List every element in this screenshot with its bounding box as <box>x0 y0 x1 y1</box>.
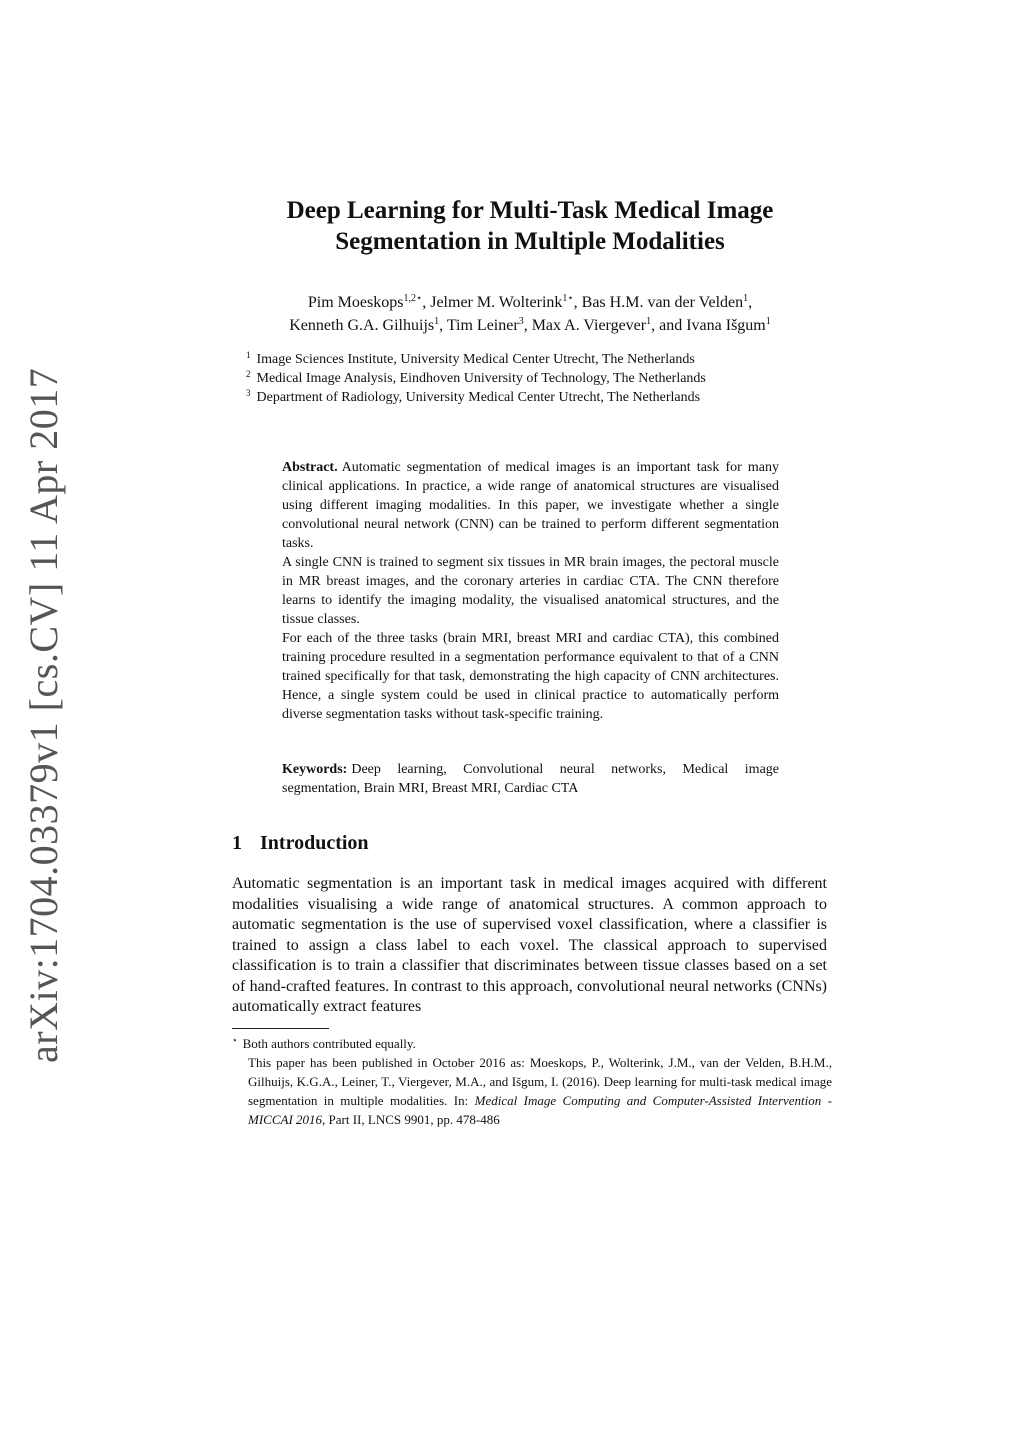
footnote <box>232 1034 832 1129</box>
abstract-paragraph: Abstract. Automatic segmentation of medical images is an important task for many clinical applications. In practice, a wide range of anatomical structures are visualised using different imaging modalities. In this paper, we investigate whether a single convolutional neural network (CNN) can be trained to perform different segmentation tasks. <box>282 460 779 551</box>
keywords <box>282 760 779 798</box>
author: Jelmer M. Wolterink$^{1⋆}$, <box>430 293 582 311</box>
footnote-first-line: ⋆ Both authors contributed equally. <box>232 1035 416 1051</box>
section-number: 1 <box>232 832 242 854</box>
abstract-paragraph: A single CNN is trained to segment six tissues in MR brain images, the pectoral muscle in MR breast images, and the coronary arteries in cardiac CTA. The CNN therefore learns to identify the imaging modality, the visualised anatomical structures, and the tissue classes. <box>282 555 779 627</box>
footnote-venue: Medical Image Computing and Computer-Assisted Intervention - MICCAI 2016, <box>248 1093 833 1127</box>
section-heading <box>232 832 369 855</box>
footnote-body: This paper has been published in October 2016 as: Moeskops, P., Wolterink, J.M., van der Velden, B.H.M., Gilhuijs, K.G.A., Leiner, T., Viergever, M.A., and Išgum, I. (2016). Deep learning for multi-task medical image segmentation in multiple modalities. In: Medical Image Computing and Computer-Assisted Intervention - MICCAI 2016, Part II, LNCS 9901, pp. 478-486 <box>248 1055 833 1127</box>
keywords-label: Keywords: <box>282 762 348 777</box>
author: Max A. Viergever$^1$, and <box>531 316 687 334</box>
title-line-1: Deep Learning for Multi-Task Medical Image <box>286 197 774 224</box>
arxiv-identifier: arXiv:1704.03379v1 [cs.CV] 11 Apr 2017 <box>21 367 66 1063</box>
author: Bas H.M. van der Velden$^1$, <box>581 293 753 311</box>
affiliation: $^1$ Image Sciences Institute, University Medical Center Utrecht, The Netherlands <box>246 350 695 367</box>
author: Tim Leiner$^3$, <box>446 316 532 334</box>
footnote-divider <box>232 1028 329 1029</box>
section-title: Introduction <box>260 832 369 854</box>
author: Pim Moeskops$^{1,2⋆}$, <box>307 293 431 311</box>
affiliation: $^2$ Medical Image Analysis, Eindhoven University of Technology, The Netherlands <box>246 369 706 386</box>
author: Ivana Išgum$^1$ <box>686 316 771 334</box>
author: Kenneth G.A. Gilhuijs$^1$, <box>289 316 447 334</box>
title-line-2: Segmentation in Multiple Modalities <box>335 228 725 255</box>
author-list <box>200 291 860 337</box>
abstract <box>282 458 779 724</box>
affiliation-list <box>246 350 846 407</box>
abstract-label: Abstract. <box>282 460 338 475</box>
paper-title <box>180 195 880 257</box>
abstract-paragraph: For each of the three tasks (brain MRI, breast MRI and cardiac CTA), this combined training procedure resulted in a segmentation performance equivalent to that of a CNN trained specifically for that task, demonstrating the high capacity of CNN architectures. Hence, a single system could be used in clinical practice to automatically perform diverse segmentation tasks without task-specific training. <box>282 631 779 722</box>
keywords-text: Deep learning, Convolutional neural networks, Medical image segmentation, Brain MRI, Breast MRI, Cardiac CTA <box>282 762 779 796</box>
affiliation: $^3$ Department of Radiology, University Medical Center Utrecht, The Netherlands <box>246 388 701 405</box>
intro-paragraph: Automatic segmentation is an important task in medical images acquired with different modalities visualising a wide range of anatomical structures. A common approach to automatic segmentation is the use of supervised voxel classification, where a classifier is trained to assign a class label to each voxel. The classical approach to supervised classification is to train a classifier that discriminates between tissue classes based on a set of hand-crafted features. In contrast to this approach, convolutional neural networks (CNNs) automatically extract features <box>232 875 827 1015</box>
